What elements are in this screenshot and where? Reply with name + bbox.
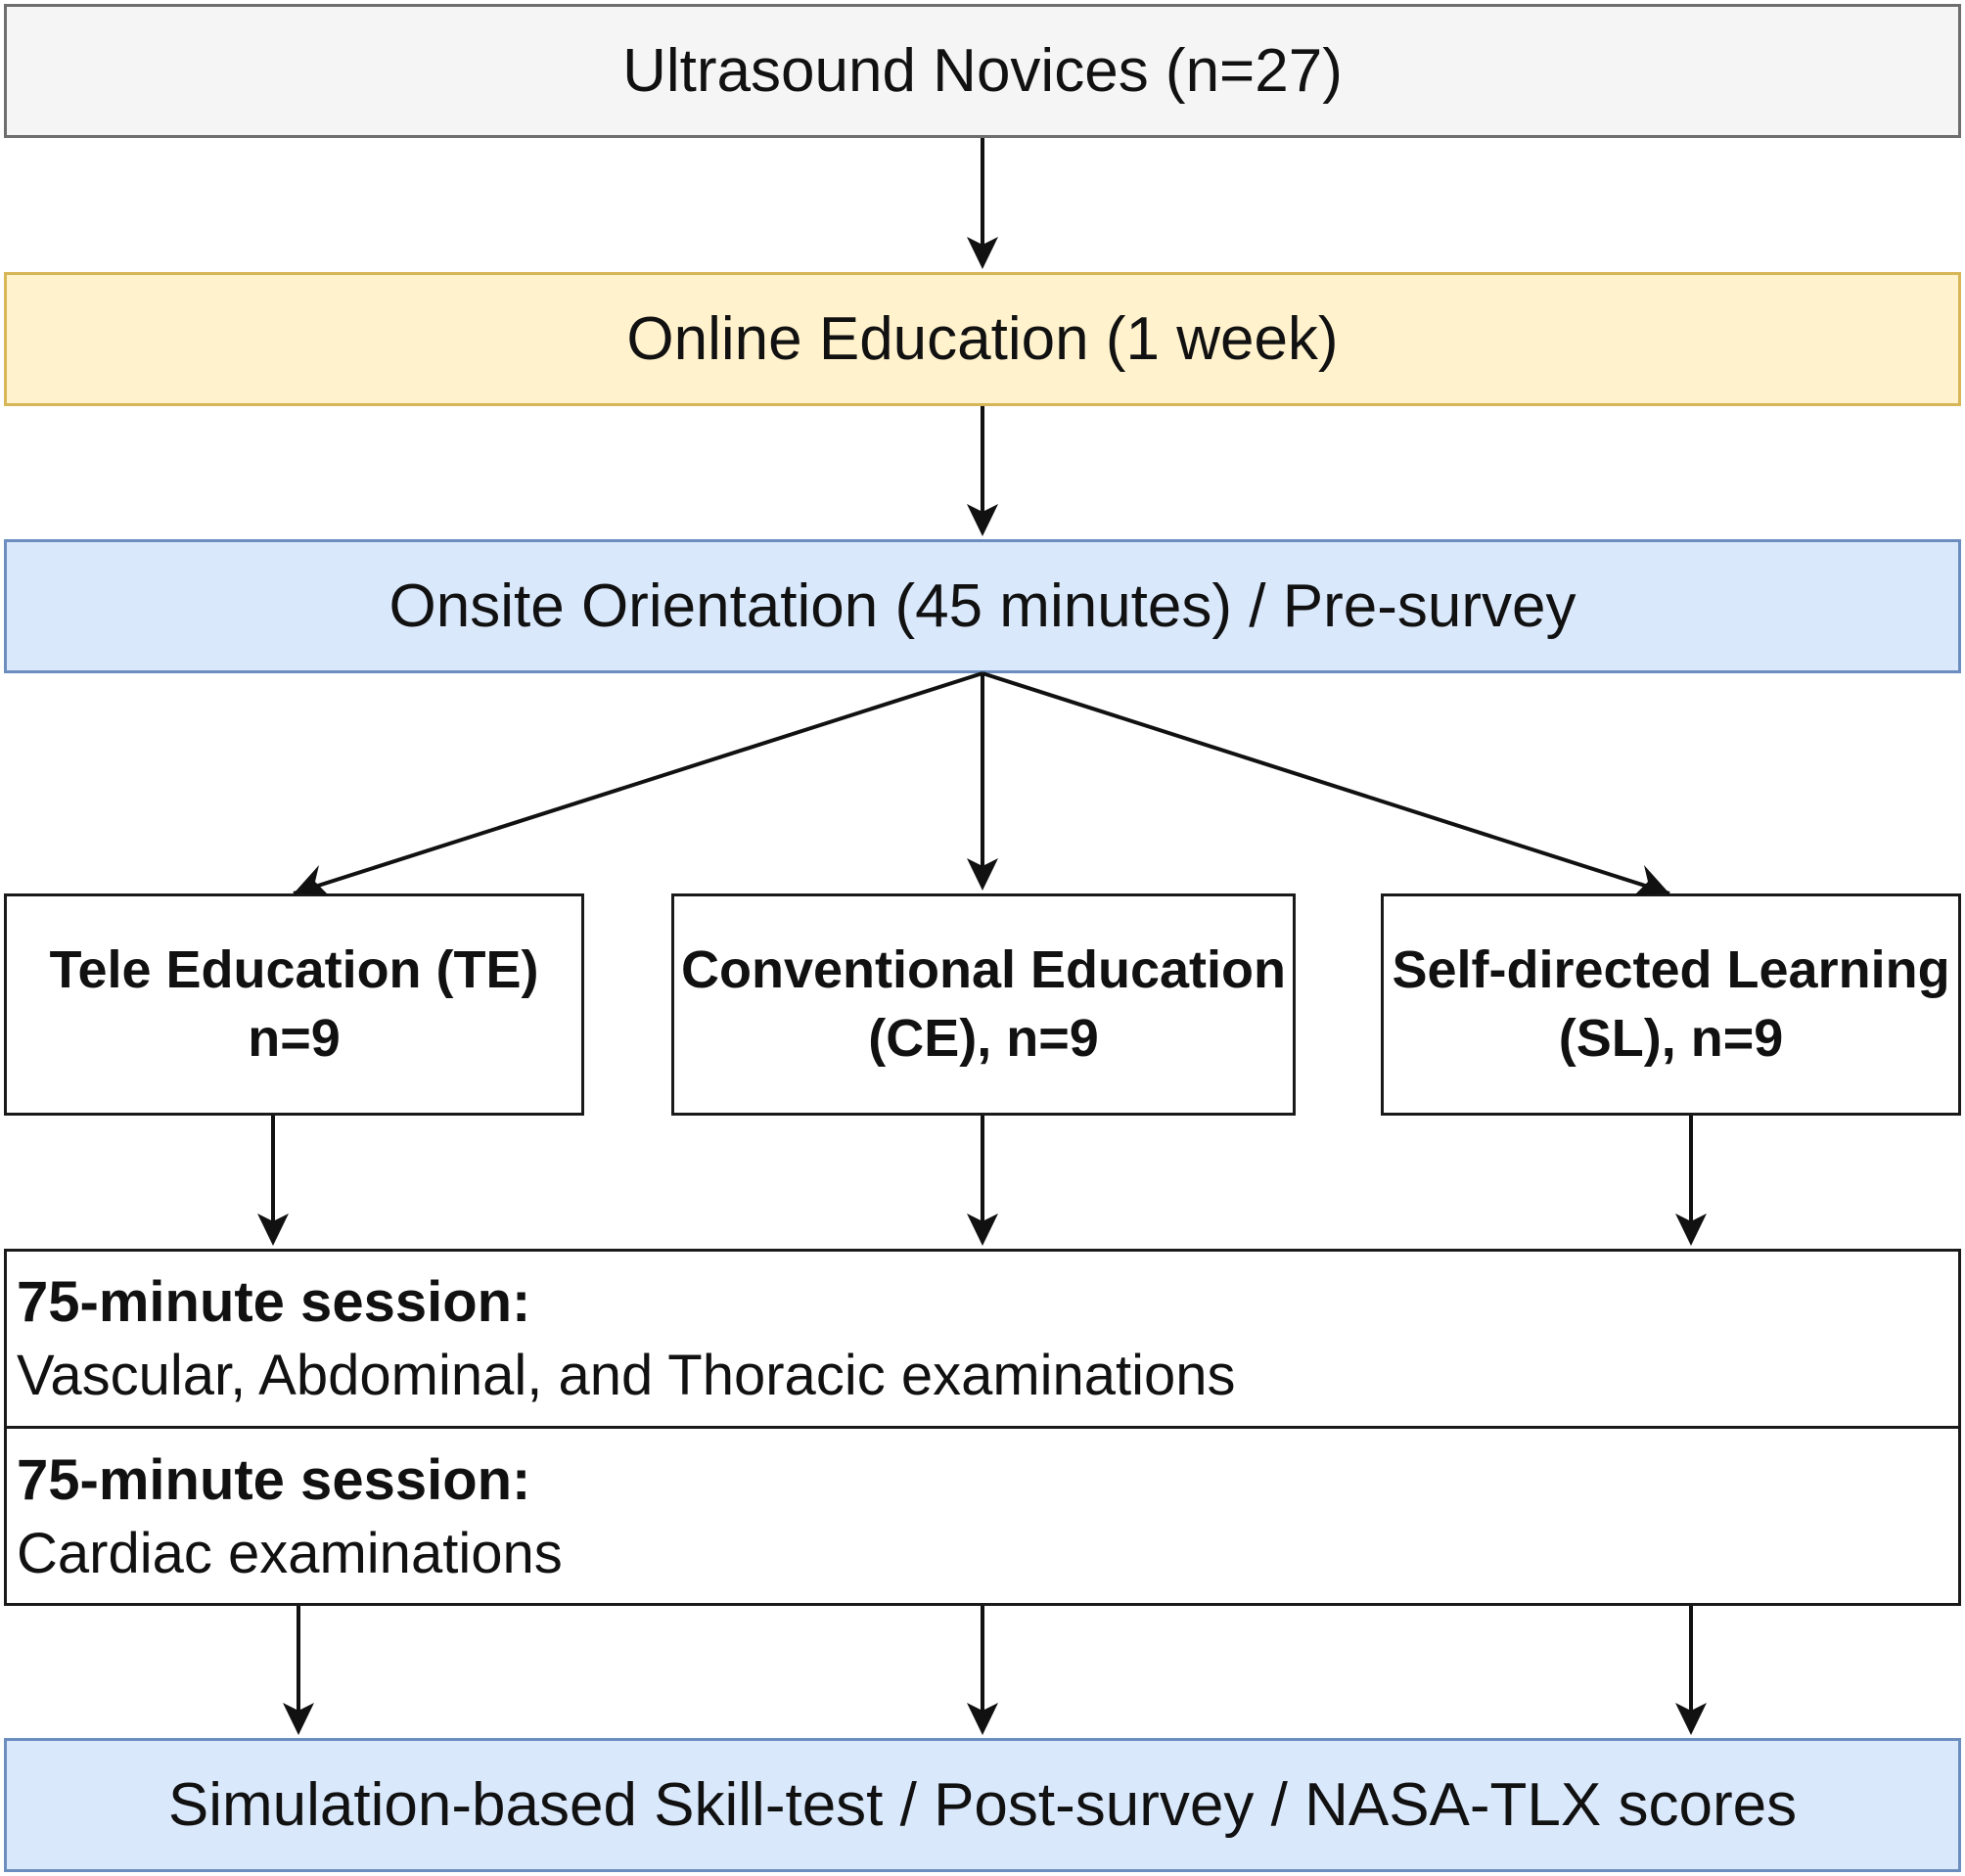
session-2-description: Cardiac examinations — [17, 1522, 563, 1586]
step-skill-test-survey-label: Simulation-based Skill-test / Post-survey / NASA-TLX scores — [167, 1771, 1798, 1839]
step-ultrasound-novices — [4, 4, 1961, 138]
group-te-count: n=9 — [248, 1008, 341, 1068]
session-1-description: Vascular, Abdominal, and Thoracic examinations — [17, 1344, 1236, 1408]
arrowhead-sessions-to-final-center — [967, 1703, 998, 1735]
arrowhead-onsite-to-sl — [1634, 865, 1669, 895]
arrowhead-onsite-to-te — [294, 865, 329, 895]
arrowhead-novices-to-online — [967, 237, 998, 269]
session-2-title: 75-minute session: — [17, 1448, 531, 1512]
session-cardiac — [7, 1443, 1958, 1591]
arrowhead-sessions-to-final-left — [283, 1703, 314, 1735]
session-vascular-abdominal-thoracic — [7, 1265, 1958, 1413]
group-sl-count: (SL), n=9 — [1558, 1008, 1784, 1068]
step-online-education-label: Online Education (1 week) — [626, 305, 1339, 373]
step-onsite-orientation — [4, 539, 1961, 673]
arrowhead-te-to-sessions — [257, 1213, 289, 1246]
sessions-divider — [7, 1426, 1958, 1429]
group-ce-count: (CE), n=9 — [868, 1008, 1099, 1068]
sessions-box — [4, 1249, 1961, 1606]
group-conventional-education — [671, 893, 1296, 1116]
session-1-title: 75-minute session: — [17, 1270, 531, 1334]
group-tele-education — [4, 893, 584, 1116]
arrowhead-sl-to-sessions — [1675, 1213, 1707, 1246]
arrowhead-online-to-onsite — [967, 504, 998, 536]
group-self-directed-learning — [1381, 893, 1961, 1116]
step-online-education — [4, 272, 1961, 406]
step-ultrasound-novices-label: Ultrasound Novices (n=27) — [622, 37, 1343, 105]
step-skill-test-survey — [4, 1738, 1961, 1872]
arrowhead-onsite-to-ce — [967, 858, 998, 891]
arrow-onsite-to-sl — [982, 673, 1669, 893]
group-ce-name: Conventional Education — [680, 940, 1287, 1000]
group-te-name: Tele Education (TE) — [49, 940, 539, 1000]
arrow-onsite-to-te — [294, 673, 982, 893]
arrowhead-ce-to-sessions — [967, 1213, 998, 1246]
step-onsite-orientation-label: Onsite Orientation (45 minutes) / Pre-survey — [388, 572, 1577, 640]
group-sl-name: Self-directed Learning — [1392, 940, 1950, 1000]
arrowhead-sessions-to-final-right — [1675, 1703, 1707, 1735]
